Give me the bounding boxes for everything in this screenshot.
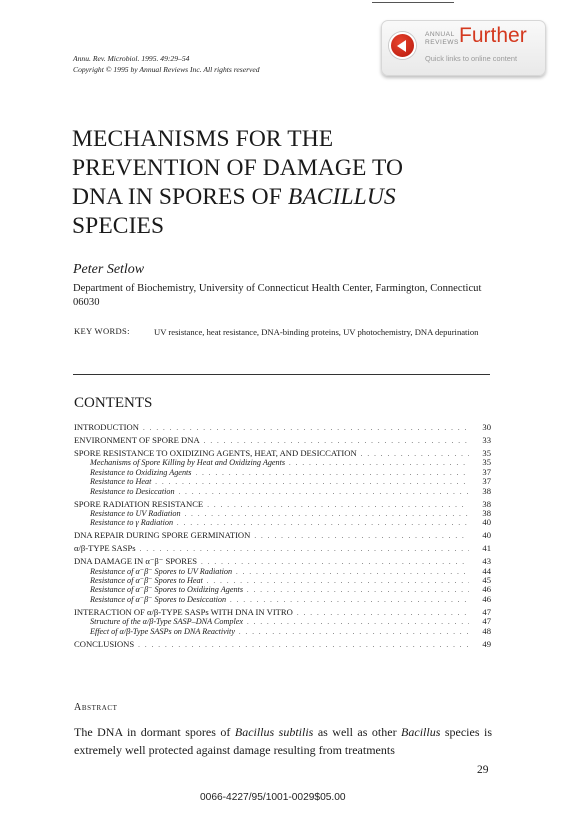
toc-entry-label: DNA REPAIR DURING SPORE GERMINATION (74, 530, 251, 541)
toc-subentry (74, 458, 491, 467)
title-line-1: MECHANISMS FOR THE (72, 126, 334, 152)
toc-entry-label: DNA DAMAGE IN α⁻β⁻ SPORES (74, 556, 197, 567)
further-word: Further (459, 24, 527, 47)
table-of-contents (74, 423, 491, 649)
toc-leader-dots (207, 501, 469, 510)
toc-entry-label: Effect of α/β-Type SASPs on DNA Reactivity (90, 626, 235, 636)
toc-entry-page: 40 (482, 517, 491, 528)
toc-entry-page: 48 (482, 625, 491, 636)
toc-leader-dots (140, 545, 469, 554)
toc-subentry (74, 617, 491, 626)
toc-leader-dots (204, 437, 469, 446)
toc-entry-page: 41 (482, 543, 491, 554)
toc-entry-page: 46 (482, 584, 491, 595)
contents-heading: CONTENTS (74, 395, 153, 411)
toc-entry-page: 38 (482, 498, 491, 509)
title-line-3: DNA IN SPORES OF BACILLUS (72, 184, 396, 210)
toc-leader-dots (185, 510, 469, 519)
toc-entry-label: Resistance of α⁻β⁻ Spores to Heat (90, 576, 203, 586)
toc-entry-label: SPORE RESISTANCE TO OXIDIZING AGENTS, HEAT, AND DESICCATION (74, 447, 357, 458)
toc-entry (74, 640, 491, 649)
toc-leader-dots (236, 568, 469, 577)
footer-code: 0066-4227/95/1001-0029$05.00 (200, 792, 346, 803)
toc-entry-label: Mechanisms of Spore Killing by Heat and Oxidizing Agents (90, 458, 286, 468)
toc-entry-label: SPORE RADIATION RESISTANCE (74, 498, 204, 509)
toc-entry (74, 608, 491, 617)
abstract-heading: Abstract (74, 702, 118, 713)
toc-entry (74, 436, 491, 445)
toc-leader-dots (247, 586, 469, 595)
toc-entry-label: Resistance to Oxidizing Agents (90, 467, 192, 477)
toc-entry-page: 30 (482, 422, 491, 432)
toc-entry-label: ENVIRONMENT OF SPORE DNA (74, 434, 200, 445)
further-badge[interactable] (381, 20, 546, 76)
toc-subentry (74, 595, 491, 604)
toc-entry-page: 35 (482, 447, 491, 458)
toc-entry-label: Structure of the α/β-Type SASP–DNA Complex (90, 617, 244, 627)
toc-subentry (74, 576, 491, 585)
toc-leader-dots (297, 609, 469, 618)
top-rule (372, 2, 454, 3)
toc-entry (74, 423, 491, 432)
annual-reviews-logo-text: ANNUAL REVIEWS (425, 31, 459, 46)
toc-leader-dots (254, 532, 469, 541)
toc-leader-dots (143, 424, 469, 433)
toc-entry (74, 500, 491, 509)
citation-line-1: Annu. Rev. Microbiol. 1995. 49:29–54 (73, 54, 190, 63)
toc-entry-label: Resistance to Desiccation (90, 486, 175, 496)
key-words-text: UV resistance, heat resistance, DNA-binding proteins, UV photochemistry, DNA depurination (154, 327, 479, 337)
toc-leader-dots (196, 469, 470, 478)
toc-subentry (74, 585, 491, 594)
toc-entry-label: Resistance to γ Radiation (90, 518, 174, 528)
toc-entry (74, 449, 491, 458)
toc-entry-label: Resistance of α⁻β⁻ Spores to UV Radiation (90, 566, 233, 576)
toc-leader-dots (201, 558, 469, 567)
author-affiliation: Department of Biochemistry, University of Connecticut Health Center, Farmington, Connecticut 06030 (73, 283, 482, 308)
toc-entry-page: 47 (482, 606, 491, 617)
toc-entry-page: 38 (482, 507, 491, 518)
toc-leader-dots (239, 628, 469, 637)
section-divider (73, 374, 490, 375)
toc-entry (74, 544, 491, 553)
toc-entry-label: Resistance to UV Radiation (90, 508, 181, 518)
toc-entry-page: 45 (482, 575, 491, 586)
toc-leader-dots (289, 459, 469, 468)
toc-entry-page: 38 (482, 485, 491, 496)
toc-leader-dots (177, 519, 469, 528)
title-line-2: PREVENTION OF DAMAGE TO (72, 155, 404, 181)
toc-leader-dots (138, 641, 469, 650)
toc-leader-dots (230, 596, 469, 605)
toc-entry-page: 37 (482, 466, 491, 477)
toc-leader-dots (207, 577, 469, 586)
toc-entry-label: Resistance to Heat (90, 477, 152, 487)
toc-entry-label: Resistance of α⁻β⁻ Spores to Desiccation (90, 594, 227, 604)
toc-subentry (74, 518, 491, 527)
toc-subentry (74, 487, 491, 496)
toc-entry-page: 35 (482, 457, 491, 468)
toc-entry-page: 33 (482, 434, 491, 445)
title-line-4: SPECIES (72, 213, 165, 239)
toc-entry-page: 40 (482, 530, 491, 541)
toc-subentry (74, 567, 491, 576)
toc-subentry (74, 477, 491, 486)
article-title (72, 125, 403, 241)
toc-entry-page: 37 (482, 476, 491, 487)
page-number: 29 (477, 764, 489, 776)
key-words-label: KEY WORDS: (74, 326, 130, 336)
toc-entry-page: 43 (482, 556, 491, 567)
toc-entry-page: 46 (482, 593, 491, 604)
toc-entry-label: CONCLUSIONS (74, 638, 135, 649)
journal-citation (73, 53, 260, 75)
author-name: Peter Setlow (73, 262, 145, 277)
abstract-text: The DNA in dormant spores of Bacillus subtilis as well as other Bacillus species is extremely well protected against damage resulting from treatments (74, 725, 492, 757)
back-arrow-icon (389, 32, 416, 59)
toc-entry-label: Resistance of α⁻β⁻ Spores to Oxidizing Agents (90, 585, 244, 595)
toc-leader-dots (179, 488, 469, 497)
toc-subentry (74, 627, 491, 636)
toc-entry (74, 557, 491, 566)
toc-entry-page: 49 (482, 638, 491, 649)
toc-entry-page: 44 (482, 565, 491, 576)
toc-leader-dots (155, 478, 469, 487)
toc-entry-label: INTRODUCTION (74, 422, 139, 432)
toc-subentry (74, 468, 491, 477)
toc-subentry (74, 509, 491, 518)
toc-leader-dots (361, 450, 469, 459)
toc-leader-dots (247, 618, 469, 627)
toc-entry (74, 531, 491, 540)
toc-entry-label: INTERACTION OF α/β-TYPE SASPs WITH DNA IN VITRO (74, 606, 293, 617)
citation-line-2: Copyright © 1995 by Annual Reviews Inc. All rights reserved (73, 65, 260, 74)
toc-entry-label: α/β-TYPE SASPs (74, 543, 136, 554)
toc-entry-page: 47 (482, 616, 491, 627)
further-subtitle: Quick links to online content (425, 54, 518, 63)
